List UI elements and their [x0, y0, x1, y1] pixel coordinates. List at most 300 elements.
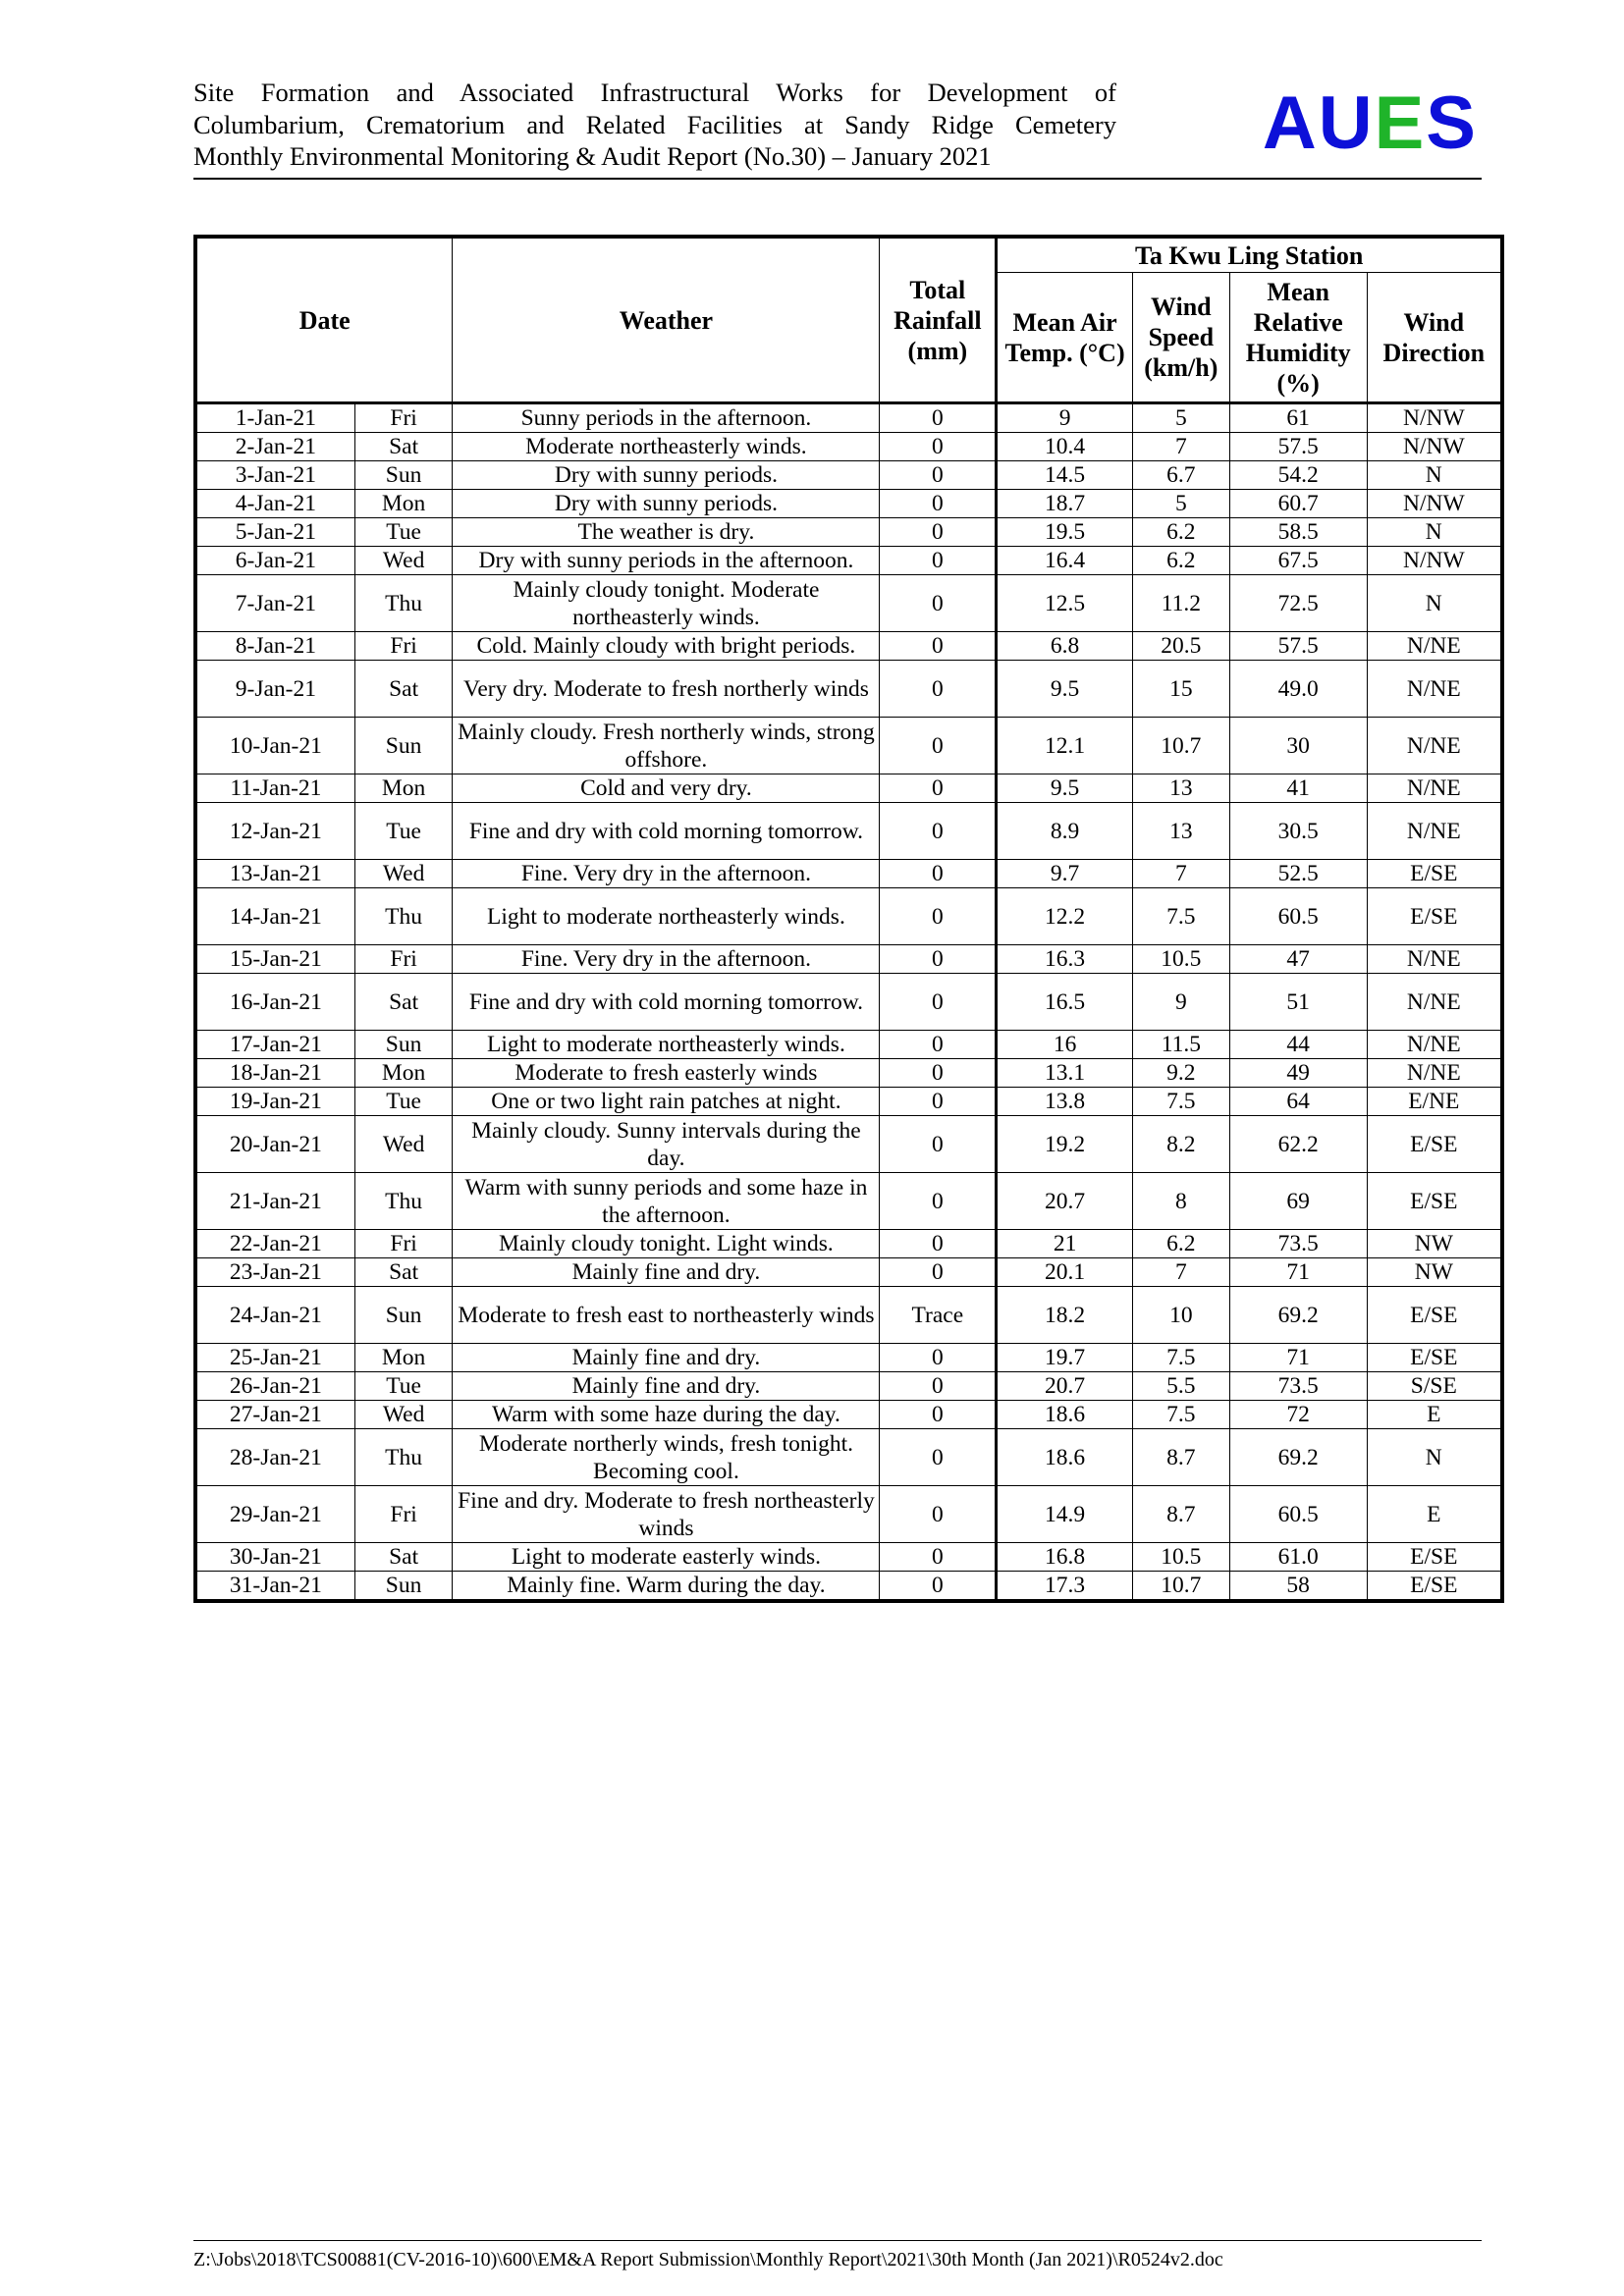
- cell-wind-direction: E/SE: [1367, 1344, 1502, 1372]
- cell-weather: Mainly fine. Warm during the day.: [453, 1572, 880, 1602]
- cell-temp: 6.8: [997, 632, 1133, 661]
- cell-humidity: 52.5: [1229, 860, 1367, 888]
- cell-weather: Mainly cloudy tonight. Light winds.: [453, 1230, 880, 1258]
- cell-temp: 16.3: [997, 945, 1133, 974]
- cell-date: 15-Jan-21: [195, 945, 354, 974]
- cell-humidity: 49.0: [1229, 661, 1367, 718]
- cell-wind-speed: 5: [1132, 403, 1229, 433]
- table-row: [195, 1429, 1502, 1486]
- cell-weather: Warm with sunny periods and some haze in the afternoon.: [453, 1173, 880, 1230]
- cell-date: 14-Jan-21: [195, 888, 354, 945]
- cell-humidity: 72.5: [1229, 575, 1367, 632]
- cell-humidity: 62.2: [1229, 1116, 1367, 1173]
- cell-humidity: 71: [1229, 1344, 1367, 1372]
- table-row: [195, 1543, 1502, 1572]
- cell-date: 24-Jan-21: [195, 1287, 354, 1344]
- cell-humidity: 69.2: [1229, 1429, 1367, 1486]
- table-row: [195, 632, 1502, 661]
- table-row: [195, 1372, 1502, 1401]
- header-temp: Mean Air Temp. (°C): [997, 273, 1133, 403]
- table-row: [195, 1031, 1502, 1059]
- cell-temp: 12.1: [997, 718, 1133, 774]
- cell-temp: 16: [997, 1031, 1133, 1059]
- cell-humidity: 58.5: [1229, 518, 1367, 547]
- cell-weather: Fine. Very dry in the afternoon.: [453, 945, 880, 974]
- cell-weather: Dry with sunny periods.: [453, 461, 880, 490]
- cell-wind-speed: 6.2: [1132, 518, 1229, 547]
- table-row: [195, 403, 1502, 433]
- cell-humidity: 44: [1229, 1031, 1367, 1059]
- cell-rainfall: 0: [880, 403, 997, 433]
- cell-wind-speed: 7: [1132, 860, 1229, 888]
- cell-temp: 20.7: [997, 1173, 1133, 1230]
- cell-weather: Mainly fine and dry.: [453, 1344, 880, 1372]
- cell-rainfall: 0: [880, 1258, 997, 1287]
- cell-wind-direction: NW: [1367, 1230, 1502, 1258]
- cell-wind-direction: E/SE: [1367, 1116, 1502, 1173]
- cell-day: Fri: [354, 403, 453, 433]
- weather-table: [193, 235, 1504, 1603]
- cell-temp: 20.1: [997, 1258, 1133, 1287]
- cell-wind-direction: E/SE: [1367, 860, 1502, 888]
- cell-wind-speed: 7.5: [1132, 888, 1229, 945]
- cell-date: 12-Jan-21: [195, 803, 354, 860]
- table-row: [195, 1230, 1502, 1258]
- cell-weather: Mainly cloudy. Fresh northerly winds, strong offshore.: [453, 718, 880, 774]
- table-row: [195, 461, 1502, 490]
- header-humidity: Mean Relative Humidity (%): [1229, 273, 1367, 403]
- cell-date: 30-Jan-21: [195, 1543, 354, 1572]
- cell-day: Fri: [354, 945, 453, 974]
- table-row: [195, 1088, 1502, 1116]
- cell-weather: Fine. Very dry in the afternoon.: [453, 860, 880, 888]
- cell-wind-direction: E/SE: [1367, 1543, 1502, 1572]
- cell-humidity: 58: [1229, 1572, 1367, 1602]
- cell-date: 9-Jan-21: [195, 661, 354, 718]
- page-header: [193, 77, 1482, 180]
- cell-wind-direction: N/NE: [1367, 774, 1502, 803]
- logo-letter-u: U: [1318, 81, 1375, 165]
- cell-rainfall: 0: [880, 518, 997, 547]
- cell-weather: The weather is dry.: [453, 518, 880, 547]
- cell-rainfall: 0: [880, 1116, 997, 1173]
- cell-day: Sun: [354, 1031, 453, 1059]
- cell-day: Sun: [354, 1287, 453, 1344]
- cell-weather: Moderate to fresh east to northeasterly winds: [453, 1287, 880, 1344]
- weather-table-body: [195, 403, 1502, 1602]
- cell-wind-speed: 7: [1132, 1258, 1229, 1287]
- cell-date: 19-Jan-21: [195, 1088, 354, 1116]
- cell-humidity: 49: [1229, 1059, 1367, 1088]
- cell-rainfall: 0: [880, 1372, 997, 1401]
- cell-wind-direction: N/NE: [1367, 1059, 1502, 1088]
- cell-rainfall: 0: [880, 1401, 997, 1429]
- cell-wind-direction: N: [1367, 518, 1502, 547]
- cell-day: Thu: [354, 575, 453, 632]
- cell-wind-direction: N/NE: [1367, 661, 1502, 718]
- cell-humidity: 69: [1229, 1173, 1367, 1230]
- cell-day: Mon: [354, 1344, 453, 1372]
- table-row: [195, 945, 1502, 974]
- cell-wind-speed: 10.7: [1132, 1572, 1229, 1602]
- cell-humidity: 73.5: [1229, 1372, 1367, 1401]
- cell-wind-direction: E/SE: [1367, 1572, 1502, 1602]
- cell-weather: Cold and very dry.: [453, 774, 880, 803]
- cell-humidity: 51: [1229, 974, 1367, 1031]
- cell-date: 13-Jan-21: [195, 860, 354, 888]
- cell-date: 16-Jan-21: [195, 974, 354, 1031]
- cell-humidity: 60.5: [1229, 888, 1367, 945]
- cell-wind-speed: 8.7: [1132, 1429, 1229, 1486]
- cell-day: Thu: [354, 888, 453, 945]
- cell-temp: 17.3: [997, 1572, 1133, 1602]
- table-row: [195, 547, 1502, 575]
- cell-day: Sun: [354, 718, 453, 774]
- header-wind-direction: Wind Direction: [1367, 273, 1502, 403]
- cell-wind-speed: 11.2: [1132, 575, 1229, 632]
- cell-humidity: 71: [1229, 1258, 1367, 1287]
- table-row: [195, 860, 1502, 888]
- cell-weather: Light to moderate northeasterly winds.: [453, 888, 880, 945]
- cell-humidity: 30.5: [1229, 803, 1367, 860]
- cell-rainfall: Trace: [880, 1287, 997, 1344]
- cell-wind-direction: N/NE: [1367, 1031, 1502, 1059]
- cell-date: 10-Jan-21: [195, 718, 354, 774]
- cell-day: Mon: [354, 774, 453, 803]
- cell-day: Tue: [354, 518, 453, 547]
- cell-day: Mon: [354, 1059, 453, 1088]
- cell-date: 20-Jan-21: [195, 1116, 354, 1173]
- cell-rainfall: 0: [880, 1429, 997, 1486]
- table-row: [195, 718, 1502, 774]
- cell-temp: 16.5: [997, 974, 1133, 1031]
- cell-wind-direction: NW: [1367, 1258, 1502, 1287]
- table-row: [195, 1173, 1502, 1230]
- cell-wind-direction: E: [1367, 1486, 1502, 1543]
- cell-weather: Very dry. Moderate to fresh northerly winds: [453, 661, 880, 718]
- cell-day: Fri: [354, 1486, 453, 1543]
- cell-rainfall: 0: [880, 945, 997, 974]
- cell-day: Wed: [354, 1116, 453, 1173]
- page-footer: [193, 2240, 1482, 2270]
- cell-temp: 18.7: [997, 490, 1133, 518]
- cell-date: 3-Jan-21: [195, 461, 354, 490]
- table-row: [195, 1344, 1502, 1372]
- cell-humidity: 60.7: [1229, 490, 1367, 518]
- cell-date: 17-Jan-21: [195, 1031, 354, 1059]
- cell-day: Fri: [354, 632, 453, 661]
- cell-humidity: 30: [1229, 718, 1367, 774]
- cell-humidity: 47: [1229, 945, 1367, 974]
- cell-date: 26-Jan-21: [195, 1372, 354, 1401]
- cell-rainfall: 0: [880, 718, 997, 774]
- cell-wind-speed: 20.5: [1132, 632, 1229, 661]
- cell-temp: 13.8: [997, 1088, 1133, 1116]
- cell-weather: One or two light rain patches at night.: [453, 1088, 880, 1116]
- table-row: [195, 803, 1502, 860]
- header-station: Ta Kwu Ling Station: [997, 237, 1502, 273]
- cell-wind-speed: 8: [1132, 1173, 1229, 1230]
- cell-rainfall: 0: [880, 1486, 997, 1543]
- cell-humidity: 54.2: [1229, 461, 1367, 490]
- table-row: [195, 490, 1502, 518]
- cell-wind-speed: 6.2: [1132, 1230, 1229, 1258]
- report-title: [193, 77, 1116, 173]
- cell-rainfall: 0: [880, 490, 997, 518]
- logo-letter-s: S: [1426, 81, 1478, 165]
- cell-weather: Mainly cloudy. Sunny intervals during the day.: [453, 1116, 880, 1173]
- cell-wind-speed: 10.5: [1132, 945, 1229, 974]
- table-row: [195, 1287, 1502, 1344]
- cell-day: Sun: [354, 461, 453, 490]
- cell-wind-speed: 6.7: [1132, 461, 1229, 490]
- cell-day: Sat: [354, 661, 453, 718]
- cell-date: 27-Jan-21: [195, 1401, 354, 1429]
- cell-wind-direction: E/SE: [1367, 888, 1502, 945]
- cell-temp: 16.8: [997, 1543, 1133, 1572]
- cell-wind-direction: S/SE: [1367, 1372, 1502, 1401]
- cell-date: 5-Jan-21: [195, 518, 354, 547]
- cell-weather: Fine and dry. Moderate to fresh northeasterly winds: [453, 1486, 880, 1543]
- cell-rainfall: 0: [880, 575, 997, 632]
- cell-wind-speed: 9.2: [1132, 1059, 1229, 1088]
- cell-day: Tue: [354, 1088, 453, 1116]
- cell-rainfall: 0: [880, 1230, 997, 1258]
- cell-wind-direction: E: [1367, 1401, 1502, 1429]
- cell-day: Thu: [354, 1173, 453, 1230]
- cell-temp: 20.7: [997, 1372, 1133, 1401]
- cell-date: 23-Jan-21: [195, 1258, 354, 1287]
- cell-temp: 9.5: [997, 774, 1133, 803]
- cell-weather: Mainly cloudy tonight. Moderate northeasterly winds.: [453, 575, 880, 632]
- cell-rainfall: 0: [880, 1031, 997, 1059]
- cell-date: 1-Jan-21: [195, 403, 354, 433]
- header-rainfall: Total Rainfall (mm): [880, 237, 997, 403]
- cell-weather: Moderate northeasterly winds.: [453, 433, 880, 461]
- cell-wind-speed: 5: [1132, 490, 1229, 518]
- table-row: [195, 974, 1502, 1031]
- cell-rainfall: 0: [880, 547, 997, 575]
- cell-rainfall: 0: [880, 774, 997, 803]
- cell-rainfall: 0: [880, 1088, 997, 1116]
- table-row: [195, 888, 1502, 945]
- cell-temp: 19.7: [997, 1344, 1133, 1372]
- cell-date: 25-Jan-21: [195, 1344, 354, 1372]
- cell-rainfall: 0: [880, 1344, 997, 1372]
- cell-rainfall: 0: [880, 661, 997, 718]
- cell-wind-speed: 11.5: [1132, 1031, 1229, 1059]
- report-title-line-1: Site Formation and Associated Infrastructural Works for Development of: [193, 78, 1116, 107]
- cell-wind-direction: E/NE: [1367, 1088, 1502, 1116]
- cell-weather: Cold. Mainly cloudy with bright periods.: [453, 632, 880, 661]
- cell-day: Mon: [354, 490, 453, 518]
- cell-wind-speed: 13: [1132, 774, 1229, 803]
- cell-rainfall: 0: [880, 433, 997, 461]
- cell-wind-speed: 9: [1132, 974, 1229, 1031]
- cell-humidity: 67.5: [1229, 547, 1367, 575]
- cell-temp: 12.5: [997, 575, 1133, 632]
- cell-wind-direction: E/SE: [1367, 1287, 1502, 1344]
- cell-wind-direction: N/NE: [1367, 945, 1502, 974]
- cell-temp: 14.5: [997, 461, 1133, 490]
- cell-weather: Sunny periods in the afternoon.: [453, 403, 880, 433]
- cell-date: 22-Jan-21: [195, 1230, 354, 1258]
- cell-weather: Mainly fine and dry.: [453, 1372, 880, 1401]
- cell-wind-speed: 7.5: [1132, 1401, 1229, 1429]
- cell-wind-direction: N: [1367, 461, 1502, 490]
- cell-temp: 10.4: [997, 433, 1133, 461]
- cell-weather: Fine and dry with cold morning tomorrow.: [453, 803, 880, 860]
- cell-rainfall: 0: [880, 974, 997, 1031]
- table-row: [195, 1401, 1502, 1429]
- cell-humidity: 57.5: [1229, 433, 1367, 461]
- cell-day: Fri: [354, 1230, 453, 1258]
- cell-day: Sat: [354, 433, 453, 461]
- cell-temp: 18.6: [997, 1429, 1133, 1486]
- cell-wind-direction: N: [1367, 575, 1502, 632]
- cell-humidity: 57.5: [1229, 632, 1367, 661]
- cell-wind-direction: N/NW: [1367, 547, 1502, 575]
- cell-wind-speed: 13: [1132, 803, 1229, 860]
- cell-rainfall: 0: [880, 888, 997, 945]
- cell-temp: 9: [997, 403, 1133, 433]
- cell-weather: Moderate northerly winds, fresh tonight. Becoming cool.: [453, 1429, 880, 1486]
- cell-day: Sat: [354, 974, 453, 1031]
- cell-rainfall: 0: [880, 1543, 997, 1572]
- cell-weather: Light to moderate easterly winds.: [453, 1543, 880, 1572]
- cell-wind-direction: E/SE: [1367, 1173, 1502, 1230]
- cell-weather: Dry with sunny periods in the afternoon.: [453, 547, 880, 575]
- cell-wind-speed: 10: [1132, 1287, 1229, 1344]
- cell-weather: Mainly fine and dry.: [453, 1258, 880, 1287]
- report-title-line-2: Columbarium, Crematorium and Related Facilities at Sandy Ridge Cemetery: [193, 109, 1116, 139]
- cell-wind-direction: N/NW: [1367, 490, 1502, 518]
- cell-humidity: 72: [1229, 1401, 1367, 1429]
- cell-temp: 8.9: [997, 803, 1133, 860]
- table-row: [195, 1572, 1502, 1602]
- cell-wind-speed: 5.5: [1132, 1372, 1229, 1401]
- cell-humidity: 69.2: [1229, 1287, 1367, 1344]
- cell-date: 2-Jan-21: [195, 433, 354, 461]
- cell-temp: 16.4: [997, 547, 1133, 575]
- cell-day: Wed: [354, 547, 453, 575]
- cell-wind-direction: N: [1367, 1429, 1502, 1486]
- cell-humidity: 41: [1229, 774, 1367, 803]
- cell-temp: 18.2: [997, 1287, 1133, 1344]
- cell-weather: Dry with sunny periods.: [453, 490, 880, 518]
- cell-wind-speed: 10.5: [1132, 1543, 1229, 1572]
- logo-letter-e: E: [1374, 81, 1427, 165]
- cell-rainfall: 0: [880, 1572, 997, 1602]
- cell-day: Sun: [354, 1572, 453, 1602]
- cell-date: 18-Jan-21: [195, 1059, 354, 1088]
- cell-wind-direction: N/NE: [1367, 803, 1502, 860]
- cell-wind-speed: 7: [1132, 433, 1229, 461]
- cell-rainfall: 0: [880, 803, 997, 860]
- cell-temp: 19.5: [997, 518, 1133, 547]
- table-row: [195, 1116, 1502, 1173]
- cell-date: 8-Jan-21: [195, 632, 354, 661]
- cell-wind-speed: 8.2: [1132, 1116, 1229, 1173]
- cell-wind-speed: 15: [1132, 661, 1229, 718]
- cell-humidity: 61: [1229, 403, 1367, 433]
- header-weather: Weather: [453, 237, 880, 403]
- cell-date: 31-Jan-21: [195, 1572, 354, 1602]
- report-title-line-3: Monthly Environmental Monitoring & Audit Report (No.30) – January 2021: [193, 141, 992, 171]
- table-row: [195, 518, 1502, 547]
- cell-wind-direction: N/NW: [1367, 433, 1502, 461]
- cell-date: 29-Jan-21: [195, 1486, 354, 1543]
- cell-weather: Warm with some haze during the day.: [453, 1401, 880, 1429]
- cell-temp: 13.1: [997, 1059, 1133, 1088]
- table-row: [195, 1258, 1502, 1287]
- header-date: Date: [195, 237, 453, 403]
- cell-date: 4-Jan-21: [195, 490, 354, 518]
- cell-weather: Light to moderate northeasterly winds.: [453, 1031, 880, 1059]
- cell-date: 28-Jan-21: [195, 1429, 354, 1486]
- cell-wind-direction: N/NW: [1367, 403, 1502, 433]
- cell-temp: 21: [997, 1230, 1133, 1258]
- table-row: [195, 774, 1502, 803]
- cell-wind-direction: N/NE: [1367, 718, 1502, 774]
- cell-wind-speed: 10.7: [1132, 718, 1229, 774]
- header-wind-speed: Wind Speed (km/h): [1132, 273, 1229, 403]
- cell-rainfall: 0: [880, 632, 997, 661]
- cell-temp: 14.9: [997, 1486, 1133, 1543]
- table-row: [195, 1059, 1502, 1088]
- table-row: [195, 661, 1502, 718]
- cell-date: 6-Jan-21: [195, 547, 354, 575]
- cell-humidity: 61.0: [1229, 1543, 1367, 1572]
- cell-day: Wed: [354, 1401, 453, 1429]
- cell-weather: Moderate to fresh easterly winds: [453, 1059, 880, 1088]
- cell-day: Sat: [354, 1543, 453, 1572]
- cell-humidity: 73.5: [1229, 1230, 1367, 1258]
- cell-wind-direction: N/NE: [1367, 974, 1502, 1031]
- cell-date: 11-Jan-21: [195, 774, 354, 803]
- table-row: [195, 1486, 1502, 1543]
- cell-day: Thu: [354, 1429, 453, 1486]
- cell-day: Wed: [354, 860, 453, 888]
- cell-weather: Fine and dry with cold morning tomorrow.: [453, 974, 880, 1031]
- cell-temp: 12.2: [997, 888, 1133, 945]
- cell-date: 7-Jan-21: [195, 575, 354, 632]
- file-path: Z:\Jobs\2018\TCS00881(CV-2016-10)\600\EM&A Report Submission\Monthly Report\2021\30th Month (Jan 2021)\R0524v2.doc: [193, 2249, 1223, 2270]
- cell-wind-speed: 7.5: [1132, 1344, 1229, 1372]
- cell-rainfall: 0: [880, 461, 997, 490]
- cell-wind-speed: 8.7: [1132, 1486, 1229, 1543]
- cell-rainfall: 0: [880, 860, 997, 888]
- cell-rainfall: 0: [880, 1173, 997, 1230]
- cell-rainfall: 0: [880, 1059, 997, 1088]
- table-row: [195, 433, 1502, 461]
- cell-day: Tue: [354, 803, 453, 860]
- cell-wind-speed: 7.5: [1132, 1088, 1229, 1116]
- cell-day: Tue: [354, 1372, 453, 1401]
- cell-day: Sat: [354, 1258, 453, 1287]
- logo-letter-a: A: [1262, 81, 1319, 165]
- cell-wind-speed: 6.2: [1132, 547, 1229, 575]
- cell-humidity: 60.5: [1229, 1486, 1367, 1543]
- table-row: [195, 575, 1502, 632]
- cell-temp: 9.5: [997, 661, 1133, 718]
- cell-temp: 18.6: [997, 1401, 1133, 1429]
- cell-date: 21-Jan-21: [195, 1173, 354, 1230]
- cell-wind-direction: N/NE: [1367, 632, 1502, 661]
- cell-temp: 9.7: [997, 860, 1133, 888]
- cell-temp: 19.2: [997, 1116, 1133, 1173]
- aues-logo: [1262, 81, 1478, 165]
